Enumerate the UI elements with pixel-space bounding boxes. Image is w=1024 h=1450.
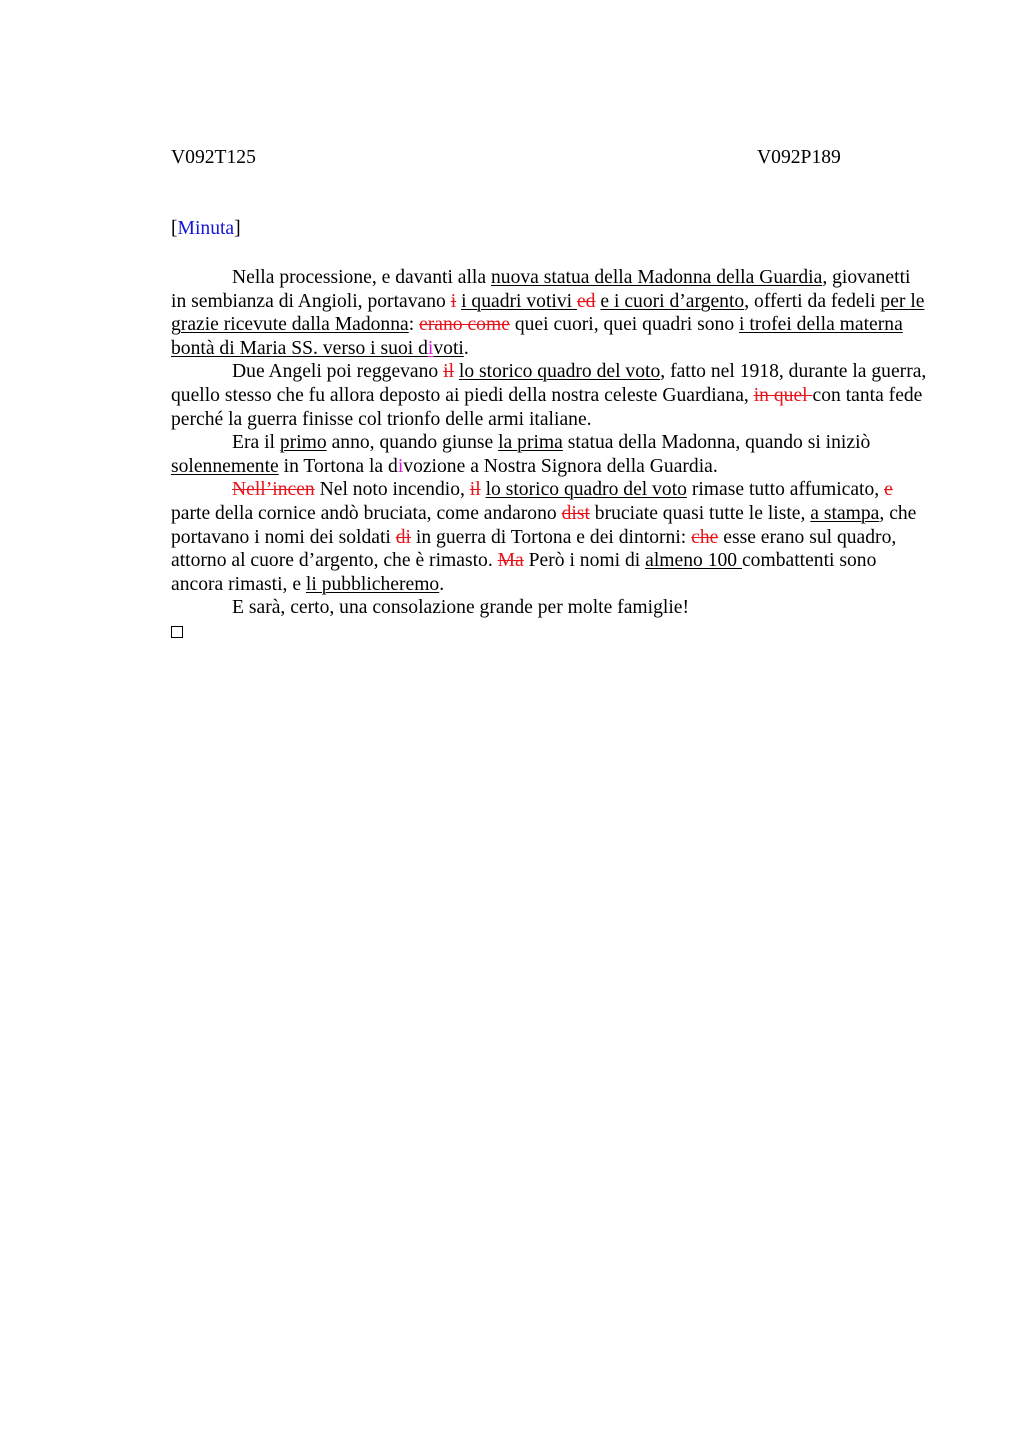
- underlined-text: nuova statua della Madonna della Guardia: [490, 267, 823, 288]
- text-run: parte della cornice andò bruciata, come andarono: [171, 502, 562, 524]
- underlined-text: solennemente: [171, 455, 279, 477]
- text-run: quei cuori, quei quadri sono: [509, 314, 740, 336]
- text-run: .: [439, 573, 445, 595]
- deleted-text: in quel: [753, 384, 813, 406]
- tag-label: Minuta: [177, 218, 235, 239]
- text-run: Nel noto incendio,: [314, 479, 470, 501]
- text-run: anno, quando giunse: [326, 432, 499, 454]
- inserted-letter: i: [397, 455, 404, 477]
- text-run: Però i nomi di: [523, 550, 646, 572]
- underlined-text: lo storico quadro del voto: [458, 361, 661, 383]
- deleted-text: erano come: [419, 314, 510, 336]
- deleted-text: e: [884, 479, 893, 501]
- deleted-text: ed: [576, 290, 596, 312]
- paragraph-3: [171, 431, 928, 478]
- underlined-text: i quadri votivi: [461, 290, 577, 312]
- underlined-text: la prima: [498, 432, 563, 454]
- inserted-letter: i: [427, 337, 434, 359]
- deleted-text: Ma: [497, 550, 524, 572]
- text-run: :: [408, 314, 420, 336]
- underlined-text: voti: [433, 337, 464, 359]
- paragraph-2: [171, 360, 928, 431]
- paragraph-5: [171, 596, 928, 620]
- text-run: E sarà, certo, una consolazione grande per molte famiglie!: [232, 597, 689, 619]
- square-box-icon: [171, 626, 183, 638]
- deleted-text: dist: [561, 502, 590, 524]
- deleted-text: il: [443, 361, 455, 383]
- text-run: Due Angeli poi reggevano: [232, 361, 444, 383]
- document-code-right: V092P189: [757, 147, 841, 168]
- paragraph-4: [171, 478, 928, 596]
- text-run: combattenti sono ancora rimasti, e: [171, 550, 877, 595]
- text-run: con tanta fede perché la guerra finisse col trionfo delle armi italiane.: [171, 384, 923, 430]
- text-run: .: [463, 337, 469, 359]
- end-marker: [171, 620, 928, 644]
- text-run: Nella processione, e davanti alla: [232, 267, 491, 288]
- underlined-text: a stampa: [810, 502, 880, 524]
- tag-open-bracket: [: [171, 218, 178, 239]
- text-run: , fatto nel 1918, durante la guerra, quello stesso che fu allora deposto ai piedi della nostra celeste Guardiana,: [171, 361, 927, 406]
- underlined-text: lo storico quadro del voto: [485, 479, 687, 501]
- tag-close-bracket: ]: [234, 218, 241, 239]
- deleted-text: che: [691, 526, 719, 548]
- text-run: statua della Madonna, quando si iniziò: [562, 432, 871, 454]
- text-run: , giovanetti in sembianza di Angioli, portavano: [171, 267, 911, 312]
- underlined-text: almeno 100: [645, 550, 742, 572]
- deleted-text: il: [469, 479, 481, 501]
- text-run: Era il: [232, 432, 280, 454]
- deleted-text: Nell’incen: [232, 479, 315, 501]
- paragraph-1: [171, 266, 928, 360]
- text-run: in guerra di Tortona e dei dintorni:: [411, 526, 692, 548]
- underlined-text: per le grazie ricevute dalla Madonna: [171, 290, 925, 336]
- text-run: , offerti da fedeli: [744, 290, 881, 312]
- text-run: esse erano sul quadro, attorno al cuore d’argento, che è rimasto.: [171, 526, 897, 572]
- text-run: , che portavano i nomi dei soldati: [171, 502, 917, 548]
- underlined-text: e i cuori d’argento: [600, 290, 745, 312]
- deleted-text: di: [395, 526, 411, 548]
- text-run: rimase tutto affumicato,: [686, 479, 885, 501]
- underlined-text: li pubblicheremo: [305, 573, 440, 595]
- document-code-left: V092T125: [171, 147, 256, 168]
- text-run: bruciate quasi tutte le liste,: [589, 502, 811, 524]
- underlined-text: i trofei della materna bontà di Maria SS. verso i suoi d: [171, 314, 903, 359]
- minuta-tag: [171, 217, 241, 241]
- document-body: [171, 266, 928, 644]
- text-run: in Tortona la d: [278, 455, 398, 477]
- text-run: vozione a Nostra Signora della Guardia.: [403, 455, 718, 477]
- deleted-text: i: [450, 290, 457, 312]
- underlined-text: primo: [279, 432, 327, 454]
